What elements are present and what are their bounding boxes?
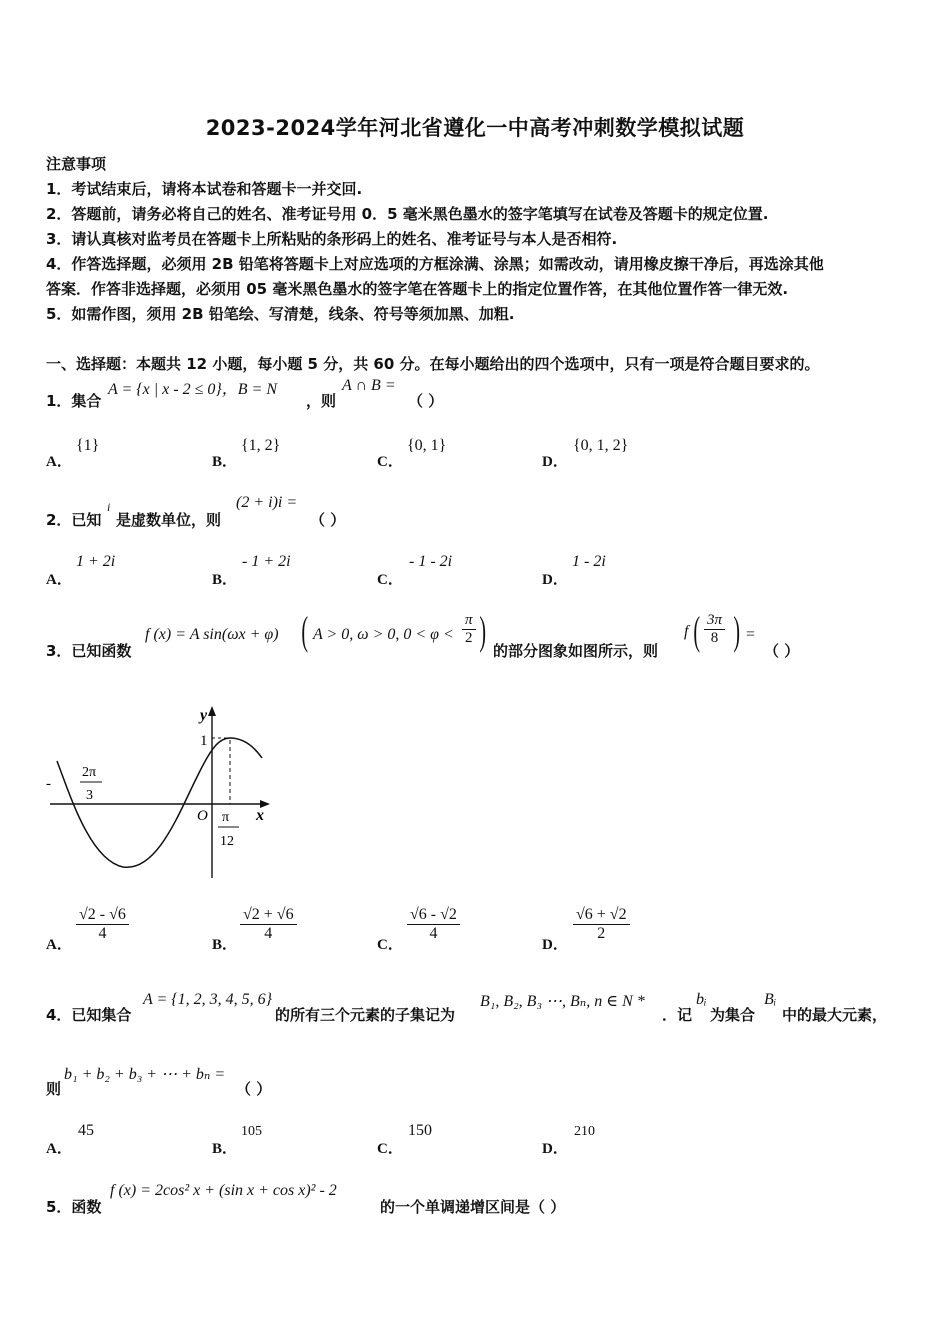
q1-option-a: {1} <box>76 437 100 454</box>
q3-rparen: ) <box>479 608 486 653</box>
q4-paren: （ ） <box>236 1080 272 1098</box>
graph-twopi-label: 2π <box>82 765 97 780</box>
q3-eight: 8 <box>710 630 719 646</box>
q3-pi: π <box>462 612 476 630</box>
q2-option-c-label: C． <box>377 572 403 588</box>
graph-origin-label: O <box>197 808 208 824</box>
q3-number: 3．已知函数 <box>46 642 132 660</box>
q1-option-c-label: C． <box>377 454 403 470</box>
graph-three-label: 3 <box>86 788 93 803</box>
q3-pi-fraction <box>462 612 476 647</box>
q1-set-a: A = {x | x - 2 ≤ 0}，B = N <box>108 381 278 398</box>
q2-option-d: 1 - 2i <box>572 553 606 570</box>
q2-i: i <box>107 500 111 514</box>
q3-lparen: ( <box>301 608 308 653</box>
graph-pi-label: π <box>222 810 230 825</box>
q1-option-c: {0, 1} <box>407 437 447 454</box>
q2-option-c: - 1 - 2i <box>409 553 453 570</box>
q4-option-b-label: B． <box>212 1141 238 1157</box>
q2-expr: (2 + i)i = <box>236 494 298 511</box>
q4-mid1: 的所有三个元素的子集记为 <box>275 1006 456 1024</box>
q3-eq: = <box>746 626 756 643</box>
q1-paren: （ ） <box>408 392 444 410</box>
q4-option-d-label: D． <box>542 1141 568 1157</box>
q3-mid: 的部分图象如图所示，则 <box>493 642 659 660</box>
graph-x-label: x <box>256 807 264 824</box>
graph-neg-sign: - <box>46 776 51 792</box>
q4-bi: bᵢ <box>696 991 707 1008</box>
q2-option-a: 1 + 2i <box>76 553 116 570</box>
graph-twelve-label: 12 <box>220 834 234 849</box>
q4-option-d: 210 <box>574 1124 595 1139</box>
q4-sum: b₁ + b₂ + b₃ + ⋯ + bₙ = <box>64 1066 226 1083</box>
q4-option-a: 45 <box>78 1122 94 1139</box>
notice-item: 5．如需作图，须用 2B 铅笔绘、写清楚，线条、符号等须加黑、加粗. <box>46 305 515 323</box>
q4-mid2: ．记 <box>662 1006 693 1024</box>
q1-expr: A ∩ B = <box>342 377 396 394</box>
notice-heading: 注意事项 <box>46 155 107 173</box>
q5-mid: 的一个单调递增区间是（ ） <box>380 1198 566 1216</box>
notice-item: 1．考试结束后，请将本试卷和答题卡一并交回. <box>46 180 363 198</box>
q4-then: 则 <box>46 1080 62 1098</box>
q1-option-d: {0, 1, 2} <box>573 437 629 454</box>
q2-mid: 是虚数单位，则 <box>116 511 222 529</box>
q1-then: ，则 <box>306 392 337 410</box>
q4-number: 4．已知集合 <box>46 1006 132 1024</box>
page-title: 2023-2024学年河北省遵化一中高考冲刺数学模拟试题 <box>205 116 745 140</box>
q1-number: 1．集合 <box>46 392 102 410</box>
q1-option-d-label: D． <box>542 454 568 470</box>
q2-number: 2．已知 <box>46 511 102 529</box>
q2-option-d-label: D． <box>542 572 568 588</box>
q4-option-a-label: A． <box>46 1141 72 1157</box>
q3-func: f (x) = A sin(ωx + φ) <box>145 626 279 643</box>
y-axis-arrow <box>208 706 216 716</box>
q5-func: f (x) = 2cos² x + (sin x + cos x)² - 2 <box>110 1182 337 1199</box>
q4-Bi: Bᵢ <box>764 991 777 1008</box>
q3-option-d-label: D． <box>542 937 568 953</box>
q3-option-a: $\frac{√2 - √6}{4}$ <box>76 906 129 943</box>
section-heading: 一、选择题：本题共 12 小题，每小题 5 分，共 60 分。在每小题给出的四个选项中，只有一项是符合题目要求的。 <box>46 355 820 373</box>
q3-option-d: $\frac{√6 + √2}{2}$ <box>573 906 630 943</box>
q2-option-b-label: B． <box>212 572 238 588</box>
q4-mid4: 中的最大元素， <box>782 1006 888 1024</box>
q3-paren: （ ） <box>764 642 800 660</box>
q3-cond: A > 0, ω > 0, 0 < φ < <box>313 626 454 643</box>
graph-one-label: 1 <box>200 733 208 749</box>
q1-option-a-label: A． <box>46 454 72 470</box>
q3-lparen2: ( <box>693 608 700 653</box>
notice-item: 2．答题前，请务必将自己的姓名、准考证号用 0．5 毫米黑色墨水的签字笔填写在试卷及答题卡的规定位置. <box>46 205 769 223</box>
q4-option-b: 105 <box>241 1124 262 1139</box>
q2-paren: （ ） <box>310 511 346 529</box>
notice-item: 3．请认真核对监考员在答题卡上所粘贴的条形码上的姓名、准考证号与本人是否相符. <box>46 230 618 248</box>
q3-option-c: $\frac{√6 - √2}{4}$ <box>407 906 460 943</box>
q3-option-b-label: B． <box>212 937 238 953</box>
graph-y-label: y <box>200 707 208 724</box>
q3-option-b: $\frac{√2 + √6}{4}$ <box>240 906 297 943</box>
notice-item: 答案．作答非选择题，必须用 05 毫米黑色墨水的签字笔在答题卡上的指定位置作答，在其他位置作答一律无效. <box>46 280 789 298</box>
q3-rparen2: ) <box>733 608 740 653</box>
q1-option-b: {1, 2} <box>241 437 281 454</box>
q4-mid3: 为集合 <box>710 1006 756 1024</box>
q4-set-a: A = {1, 2, 3, 4, 5, 6} <box>143 991 273 1008</box>
q3-two: 2 <box>465 630 473 646</box>
q3-arg-fraction <box>704 612 725 647</box>
q4-option-c: 150 <box>408 1122 432 1139</box>
notice-item: 4．作答选择题，必须用 2B 铅笔将答题卡上对应选项的方框涂满、涂黑；如需改动，请用橡皮擦干净后，再选涂其他 <box>46 255 824 273</box>
q3-function-graph <box>40 700 280 890</box>
q4-subsets: B₁, B₂, B₃ ⋯, Bₙ, n ∈ N * <box>480 993 645 1010</box>
q3-option-a-label: A． <box>46 937 72 953</box>
q3-f: f <box>684 623 689 640</box>
q2-option-b: - 1 + 2i <box>242 553 291 570</box>
q1-option-b-label: B． <box>212 454 238 470</box>
q3-option-c-label: C． <box>377 937 403 953</box>
q3-threepi: 3π <box>704 612 725 630</box>
q4-option-c-label: C． <box>377 1141 403 1157</box>
q5-number: 5．函数 <box>46 1198 102 1216</box>
q2-option-a-label: A． <box>46 572 72 588</box>
